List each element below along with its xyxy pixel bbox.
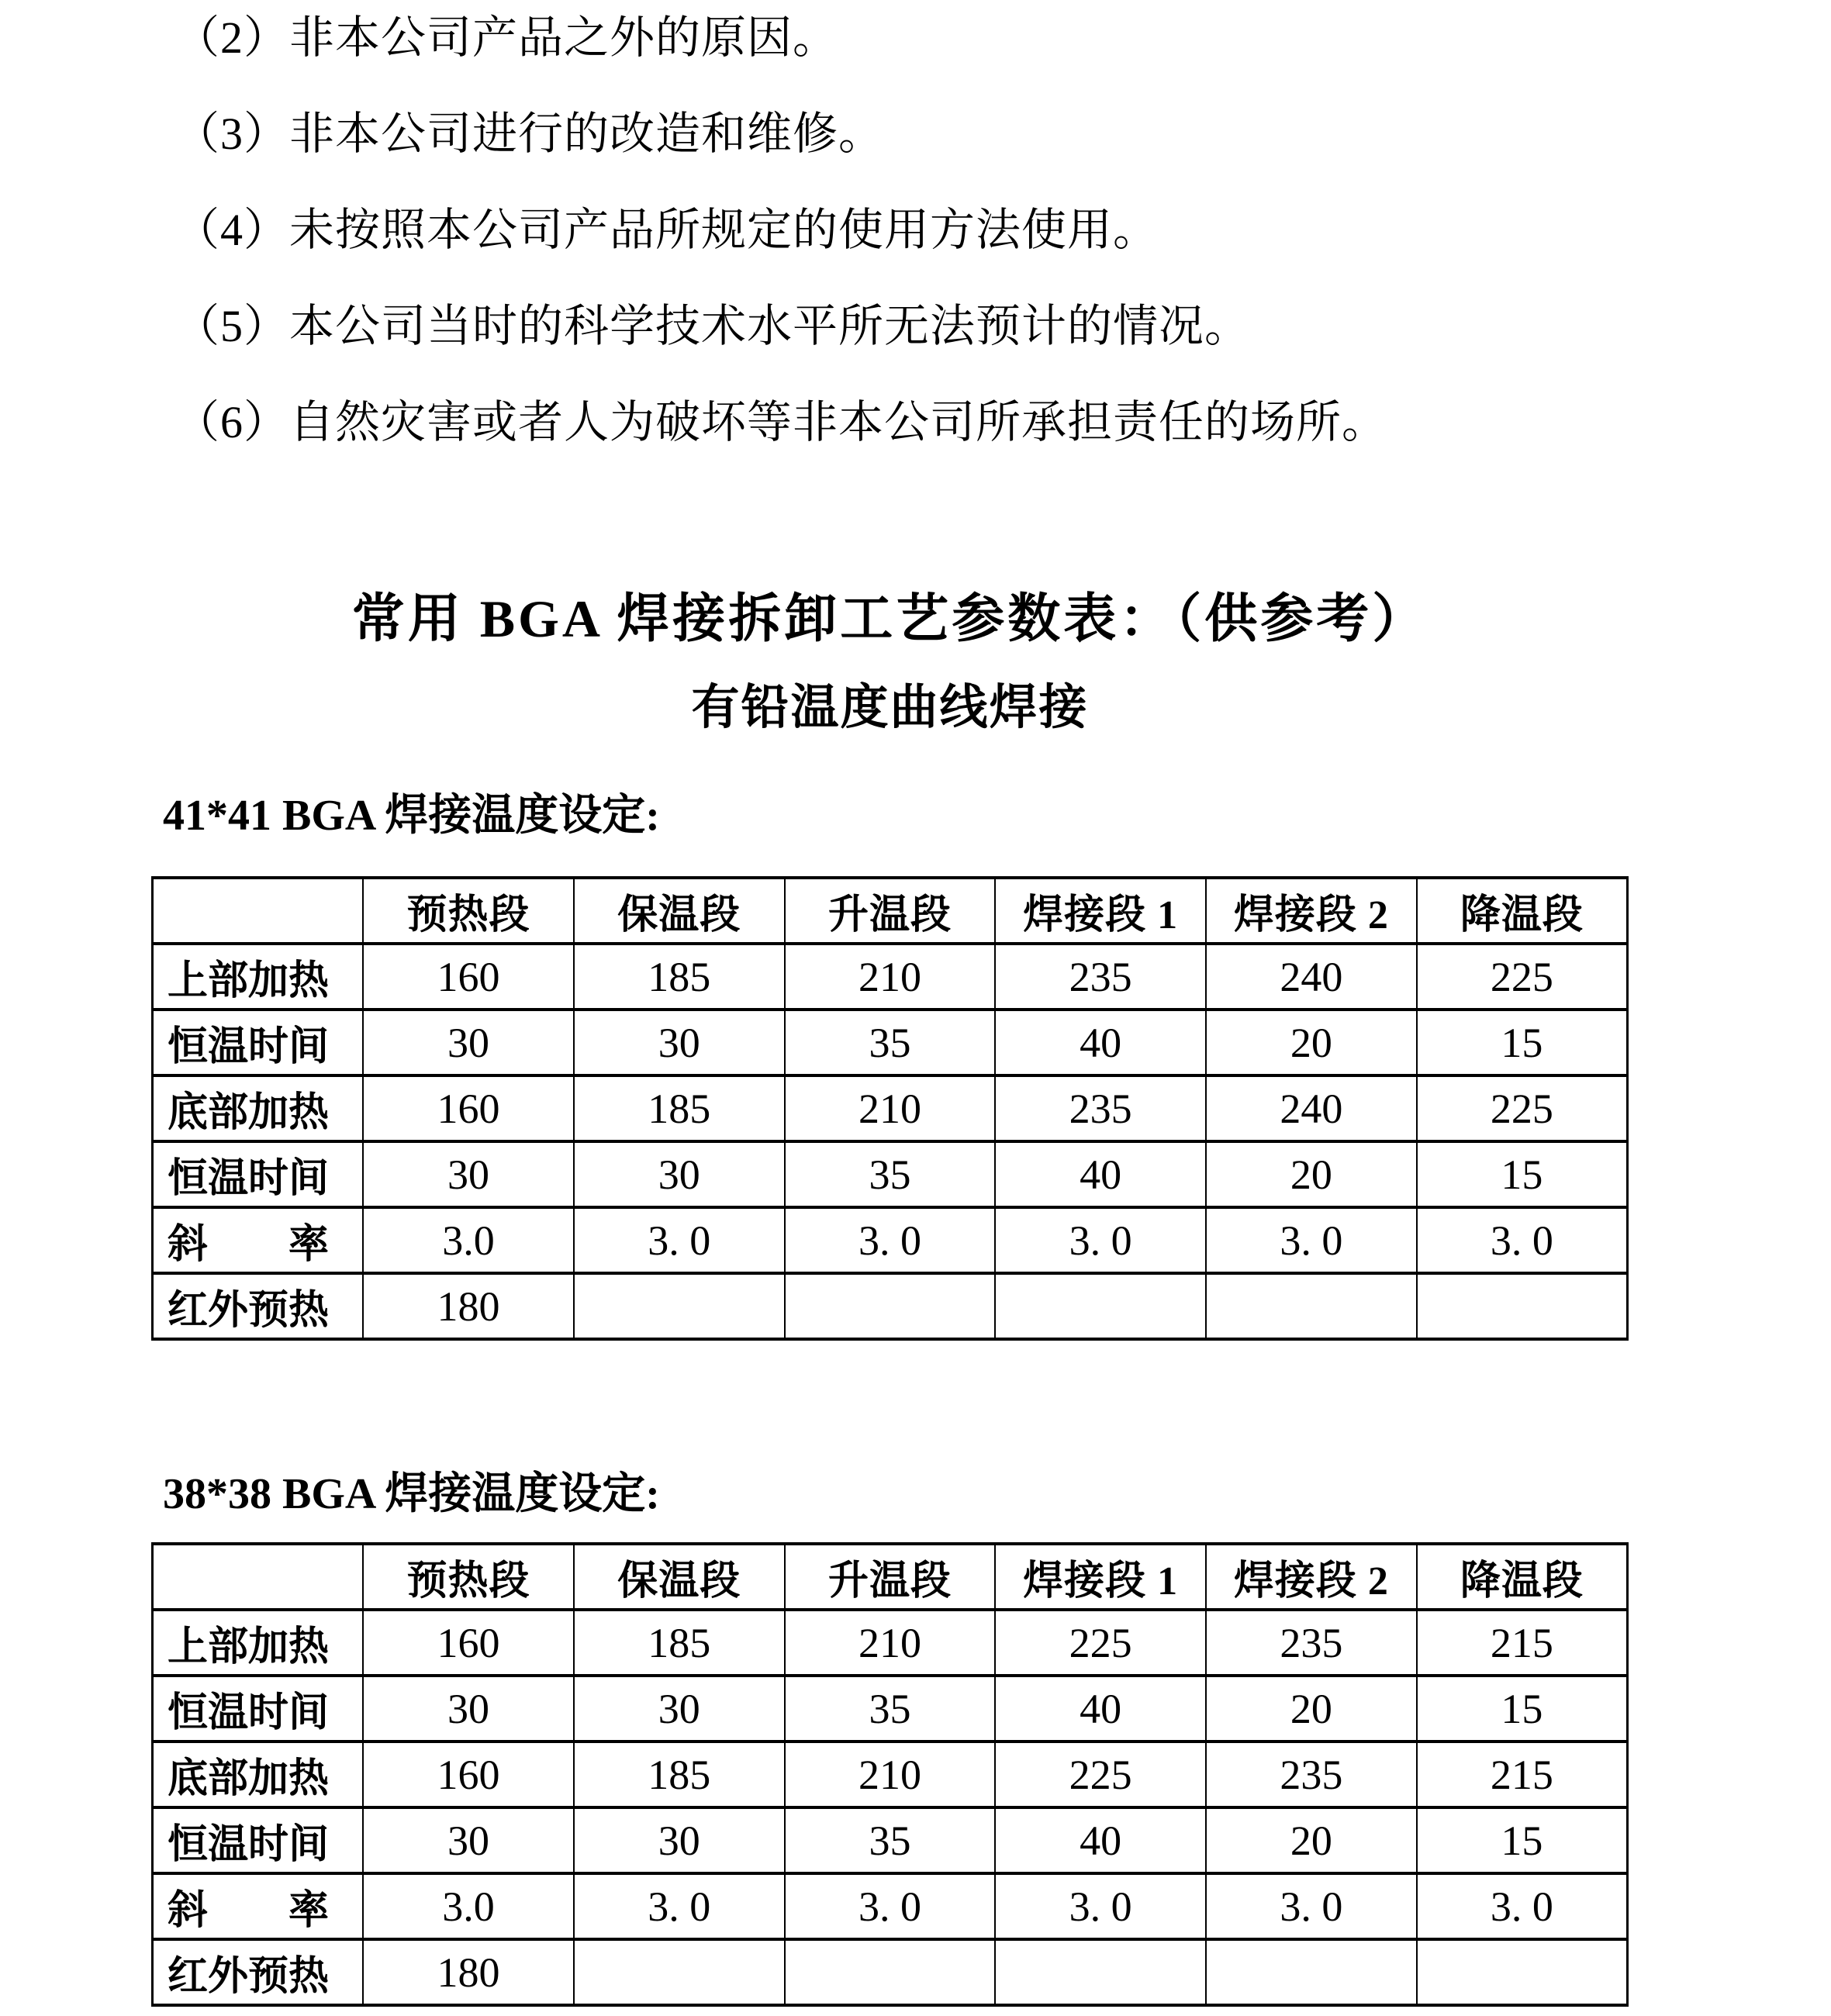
table-cell: 35 [785,1010,996,1075]
table-cell: 30 [574,1807,785,1873]
table-cell: 240 [1206,944,1417,1010]
table-cell: 210 [785,1742,996,1807]
column-header: 降温段 [1417,878,1628,944]
row-label: 恒温时间 [153,1141,364,1207]
table-cell: 225 [1417,1075,1628,1141]
list-item: （6）自然灾害或者人为破坏等非本公司所承担责任的场所。 [174,397,1388,447]
table-cell: 20 [1206,1141,1417,1207]
table-row [153,1273,1628,1339]
table-cell: 30 [574,1141,785,1207]
table-row [153,1807,1628,1873]
table-row [153,1141,1628,1207]
column-header: 焊接段 1 [995,1544,1206,1610]
table-cell: 225 [995,1742,1206,1807]
table-cell: 235 [1206,1610,1417,1676]
table-cell: 160 [363,1742,574,1807]
row-label: 底部加热 [153,1075,364,1141]
table-row [153,1939,1628,2005]
table-cell [785,1939,996,2005]
table-cell: 40 [995,1807,1206,1873]
table-cell: 3. 0 [785,1207,996,1273]
table-cell: 20 [1206,1010,1417,1075]
table-cell: 30 [363,1010,574,1075]
column-header: 降温段 [1417,1544,1628,1610]
table-cell: 40 [995,1010,1206,1075]
row-label: 底部加热 [153,1742,364,1807]
table-cell: 160 [363,1075,574,1141]
table-row [153,1075,1628,1141]
row-label: 斜 率 [153,1873,364,1939]
table-cell: 3. 0 [995,1873,1206,1939]
clause-list [174,14,1629,447]
list-item: （5）本公司当时的科学技术水平所无法预计的情况。 [174,301,1251,351]
table-cell: 30 [574,1676,785,1742]
table-cell: 3. 0 [574,1207,785,1273]
table-cell: 35 [785,1807,996,1873]
row-label: 恒温时间 [153,1010,364,1075]
section-heading-41x41: 41*41 BGA 焊接温度设定: [163,792,660,840]
table-cell: 185 [574,1742,785,1807]
table-cell: 210 [785,944,996,1010]
table-cell: 225 [1417,944,1628,1010]
table-cell: 3. 0 [574,1873,785,1939]
table-cell: 235 [1206,1742,1417,1807]
table-cell: 160 [363,1610,574,1676]
table-cell: 35 [785,1676,996,1742]
table-cell: 20 [1206,1676,1417,1742]
table-cell: 15 [1417,1807,1628,1873]
table-row [153,1207,1628,1273]
table-cell: 40 [995,1141,1206,1207]
table-cell [1417,1273,1628,1339]
row-label: 红外预热 [153,1273,364,1339]
table-cell: 185 [574,1610,785,1676]
column-header: 保温段 [574,878,785,944]
table-cell: 3. 0 [995,1207,1206,1273]
column-header: 升温段 [785,878,996,944]
row-label: 恒温时间 [153,1807,364,1873]
table-cell: 235 [995,1075,1206,1141]
table-row [153,1742,1628,1807]
table-row [153,1676,1628,1742]
row-label: 斜 率 [153,1207,364,1273]
table-cell: 30 [363,1141,574,1207]
table-cell: 210 [785,1610,996,1676]
column-header: 焊接段 2 [1206,1544,1417,1610]
table-cell: 240 [1206,1075,1417,1141]
table-row [153,1010,1628,1075]
table-cell: 3.0 [363,1873,574,1939]
table-cell: 15 [1417,1010,1628,1075]
table-cell: 40 [995,1676,1206,1742]
table-cell: 30 [363,1676,574,1742]
table-cell: 225 [995,1610,1206,1676]
table-cell: 3. 0 [1206,1873,1417,1939]
document-subtitle: 有铅温度曲线焊接 [691,682,1089,734]
row-label: 恒温时间 [153,1676,364,1742]
table-cell: 30 [363,1807,574,1873]
table-cell [574,1939,785,2005]
column-header: 焊接段 2 [1206,878,1417,944]
document-title: 常用 BGA 焊接拆卸工艺参数表：（供参考） [351,589,1429,648]
list-item: （3）非本公司进行的改造和维修。 [174,109,885,159]
table-cell: 215 [1417,1610,1628,1676]
list-item: （4）未按照本公司产品所规定的使用方法使用。 [174,205,1159,255]
section-heading-38x38: 38*38 BGA 焊接温度设定: [163,1470,660,1518]
table-cell: 3. 0 [1206,1207,1417,1273]
parameters-table-38x38 [151,1542,1629,2007]
table-cell: 3. 0 [1417,1207,1628,1273]
table-cell: 35 [785,1141,996,1207]
table-cell [1206,1273,1417,1339]
table-cell: 15 [1417,1141,1628,1207]
column-header: 焊接段 1 [995,878,1206,944]
table-cell: 215 [1417,1742,1628,1807]
table-cell [995,1273,1206,1339]
table-cell [574,1273,785,1339]
column-header: 预热段 [363,1544,574,1610]
table-cell: 185 [574,944,785,1010]
table-row [153,1873,1628,1939]
table-cell: 160 [363,944,574,1010]
parameters-table-41x41 [151,876,1629,1341]
table-cell [995,1939,1206,2005]
table-cell: 3.0 [363,1207,574,1273]
table-cell: 20 [1206,1807,1417,1873]
corner-cell [153,878,364,944]
header-row [153,1544,1628,1610]
row-label: 上部加热 [153,944,364,1010]
table-cell: 185 [574,1075,785,1141]
column-header: 升温段 [785,1544,996,1610]
table-cell: 180 [363,1939,574,2005]
table-cell: 235 [995,944,1206,1010]
column-header: 保温段 [574,1544,785,1610]
row-label: 上部加热 [153,1610,364,1676]
list-item: （2）非本公司产品之外的原因。 [174,12,839,63]
table-cell: 180 [363,1273,574,1339]
table-cell: 3. 0 [1417,1873,1628,1939]
table-row [153,1610,1628,1676]
header-row [153,878,1628,944]
row-label: 红外预热 [153,1939,364,2005]
column-header: 预热段 [363,878,574,944]
table-cell [1417,1939,1628,2005]
table-cell: 3. 0 [785,1873,996,1939]
table-cell [1206,1939,1417,2005]
table-cell: 210 [785,1075,996,1141]
corner-cell [153,1544,364,1610]
table-cell [785,1273,996,1339]
table-cell: 30 [574,1010,785,1075]
table-row [153,944,1628,1010]
table-cell: 15 [1417,1676,1628,1742]
